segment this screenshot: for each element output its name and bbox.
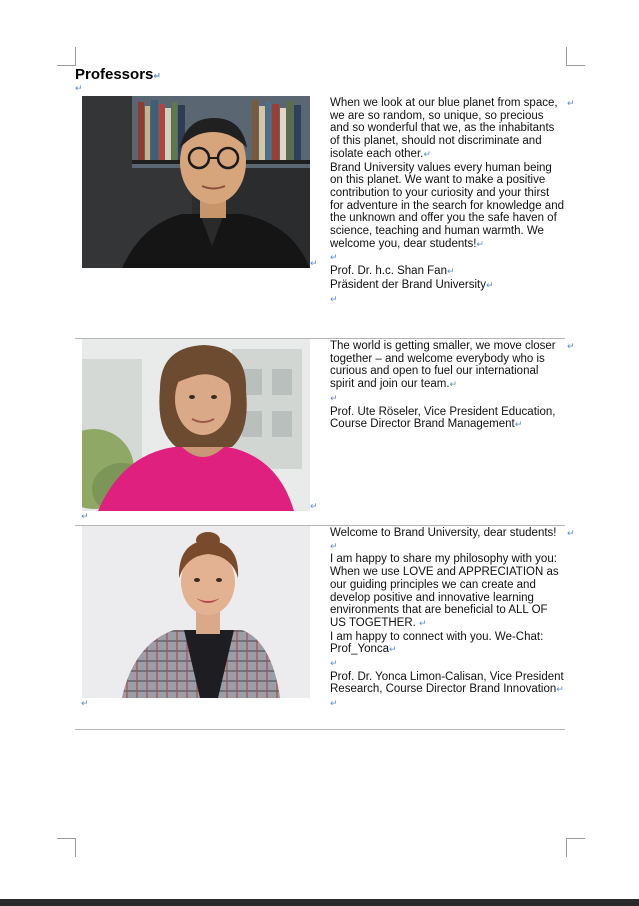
paragraph-mark-icon: ↵ <box>449 380 458 391</box>
row-end-mark-icon: ↵ <box>567 99 575 109</box>
message-paragraph: I am happy to connect with you. We-Chat: Prof_Yonca <box>330 630 544 656</box>
paragraph-mark-icon: ↵ <box>423 149 431 160</box>
message-paragraph: The world is getting smaller, we move closer together – and welcome everybody who is curious and open to fuel our international spirit and join our team. <box>330 340 556 391</box>
professor-name-and-title: Prof. Ute Röseler, Vice President Education, Course Director Brand Management <box>330 405 556 431</box>
paragraph-mark-icon: ↵ <box>81 699 89 709</box>
bottom-bar <box>0 899 639 906</box>
paragraph-mark-icon: ↵ <box>514 420 523 431</box>
professor-row-yonca-limon-calisan <box>75 526 575 730</box>
professor-row-ute-roeseler <box>75 339 575 526</box>
paragraph-mark-icon: ↵ <box>330 659 338 670</box>
paragraph-mark-icon: ↵ <box>330 294 338 305</box>
portrait-photo-yonca-limon-calisan <box>82 526 310 698</box>
paragraph-mark-icon: ↵ <box>75 84 83 94</box>
message-paragraph: I am happy to share my philosophy with you: When we use LOVE and APPRECIATION as our guiding principles we can create and develop positive and innovative learning environments that are beneficial to ALL OF US TOGETHER. <box>330 553 559 629</box>
paragraph-mark-icon: ↵ <box>153 72 161 82</box>
professor-title: Präsident der Brand University <box>330 278 486 291</box>
paragraph-mark-icon: ↵ <box>389 645 397 656</box>
crop-mark-bottom-left <box>57 838 76 857</box>
message-paragraph: When we look at our blue planet from space, we are so random, so unique, so precious and so wonderful that we, as the inhabitants of this planet, should not discriminate and isolate each other. <box>330 97 558 160</box>
paragraph-mark-icon: ↵ <box>556 685 564 696</box>
page-title: Professors↵ <box>75 66 161 83</box>
message-paragraph: Welcome to Brand University, dear students! <box>330 527 557 539</box>
paragraph-mark-icon: ↵ <box>81 512 89 522</box>
paragraph-mark-icon: ↵ <box>485 280 494 291</box>
professor-message-shan-fan <box>330 97 565 306</box>
professor-message-yonca-limon-calisan <box>330 527 565 711</box>
paragraph-mark-icon: ↵ <box>330 541 338 552</box>
cell-end-mark-icon: ↵ <box>310 502 318 512</box>
paragraph-mark-icon: ↵ <box>419 618 427 629</box>
row-end-mark-icon: ↵ <box>567 529 575 539</box>
paragraph-mark-icon: ↵ <box>446 267 455 278</box>
row-end-mark-icon: ↵ <box>567 342 575 352</box>
portrait-photo-shan-fan <box>82 96 310 268</box>
cell-end-mark-icon: ↵ <box>310 259 318 269</box>
portrait-photo-ute-roeseler <box>82 339 310 511</box>
paragraph-mark-icon: ↵ <box>476 239 484 250</box>
crop-mark-top-left <box>57 47 76 66</box>
crop-mark-top-right <box>566 47 585 66</box>
message-paragraph: Brand University values every human being on this planet. We want to make a positive contribution to your curiosity and your thirst for adventure in the search for knowledge and the unknown and offer you the safe haven of science, teaching and human warmth. We welcome you, dear students! <box>330 161 564 250</box>
professor-name: Prof. Dr. h.c. Shan Fan <box>330 265 447 278</box>
paragraph-mark-icon: ↵ <box>330 699 338 710</box>
crop-mark-bottom-right <box>566 838 585 857</box>
professor-message-ute-roeseler <box>330 340 565 432</box>
professor-row-shan-fan <box>75 96 575 339</box>
paragraph-mark-icon: ↵ <box>330 253 338 264</box>
professor-name-and-title: Prof. Dr. Yonca Limon-Calisan, Vice President Research, Course Director Brand Innovation <box>330 670 564 696</box>
paragraph-mark-icon: ↵ <box>330 393 338 404</box>
